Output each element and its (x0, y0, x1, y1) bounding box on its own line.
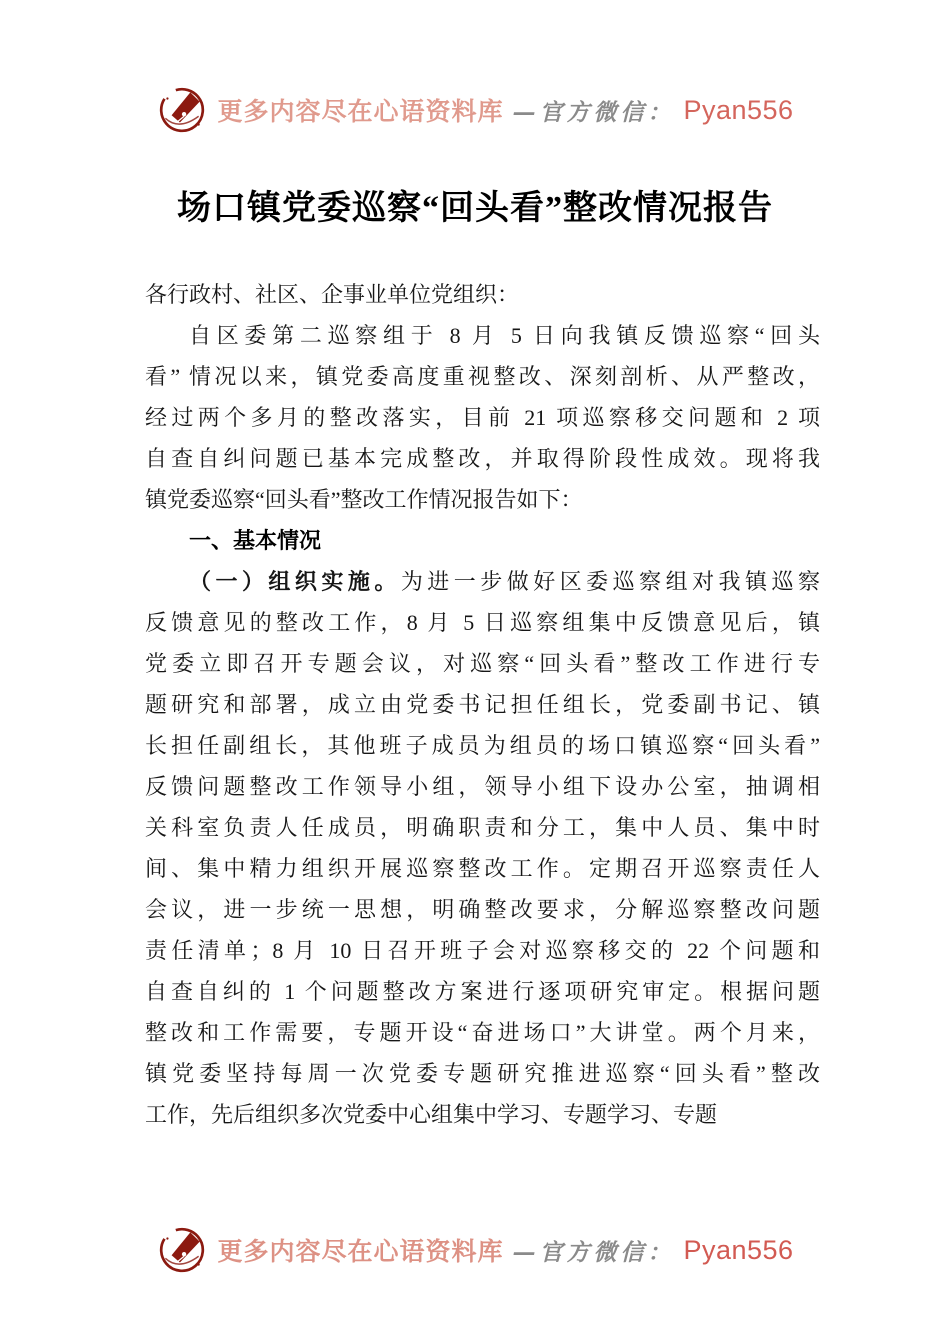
pen-nib-emblem-icon (156, 1224, 208, 1276)
body-line: 间、集中精力组织开展巡察整改工作。定期召开巡察责任人 (145, 856, 820, 881)
body-line: 长担任副组长，其他班子成员为组员的场口镇巡察“回头看” (145, 733, 820, 758)
body-line: 关科室负责人任成员，明确职责和分工，集中人员、集中时 (145, 815, 820, 840)
body-line-salutation: 各行政村、社区、企事业单位党组织： (145, 282, 520, 307)
body-line: 整改和工作需要，专题开设“奋进场口”大讲堂。两个月来， (145, 1020, 820, 1045)
subsection-lead: （一）组织实施。 (189, 569, 401, 595)
body-line: 镇党委巡察“回头看”整改工作情况报告如下： (145, 487, 583, 512)
watermark-wechat-id: Pyan556 (683, 94, 794, 125)
body-line: 反馈意见的整改工作，8 月 5 日巡察组集中反馈意见后，镇 (145, 610, 820, 635)
watermark-wechat-label: —官方微信： (512, 1238, 675, 1266)
body-line-text: 为进一步做好区委巡察组对我镇巡察 (400, 569, 820, 594)
body-line: 经过两个多月的整改落实，目前 21 项巡察移交问题和 2 项 (145, 405, 820, 430)
body-line: 题研究和部署，成立由党委书记担任组长，党委副书记、镇 (145, 692, 820, 717)
body-line: 工作，先后组织多次党委中心组集中学习、专题学习、专题 (145, 1102, 718, 1127)
body-line: 镇党委坚持每周一次党委专题研究推进巡察“回头看”整改 (145, 1061, 820, 1086)
body-line: 自查自纠的 1 个问题整改方案进行逐项研究审定。根据问题 (145, 979, 820, 1004)
document-body (145, 274, 820, 1135)
document-title: 场口镇党委巡察“回头看”整改情况报告 (177, 190, 773, 227)
body-line (145, 561, 820, 602)
body-line: 自区委第二巡察组于 8 月 5 日向我镇反馈巡察“回头 (189, 323, 820, 348)
body-line: 反馈问题整改工作领导小组，领导小组下设办公室，抽调相 (145, 774, 820, 799)
body-line: 看” 情况以来，镇党委高度重视整改、深刻剖析、从严整改， (145, 364, 820, 389)
pen-nib-emblem-icon (156, 84, 208, 136)
section-heading: 一、基本情况 (189, 528, 322, 553)
watermark-wechat-id: Pyan556 (683, 1234, 794, 1265)
watermark-wechat-label: —官方微信： (512, 98, 675, 126)
body-line: 责任清单；8 月 10 日召开班子会对巡察移交的 22 个问题和 (145, 938, 820, 963)
footer-watermark (0, 1224, 950, 1276)
body-line: 自查自纠问题已基本完成整改，并取得阶段性成效。现将我 (145, 446, 820, 471)
body-line: 党委立即召开专题会议，对巡察“回头看”整改工作进行专 (145, 651, 820, 676)
header-watermark (0, 84, 950, 136)
watermark-site-text: 更多内容尽在心语资料库 (217, 1239, 504, 1266)
watermark-site-text: 更多内容尽在心语资料库 (217, 99, 504, 126)
body-line: 会议，进一步统一思想，明确整改要求，分解巡察整改问题 (145, 897, 820, 922)
